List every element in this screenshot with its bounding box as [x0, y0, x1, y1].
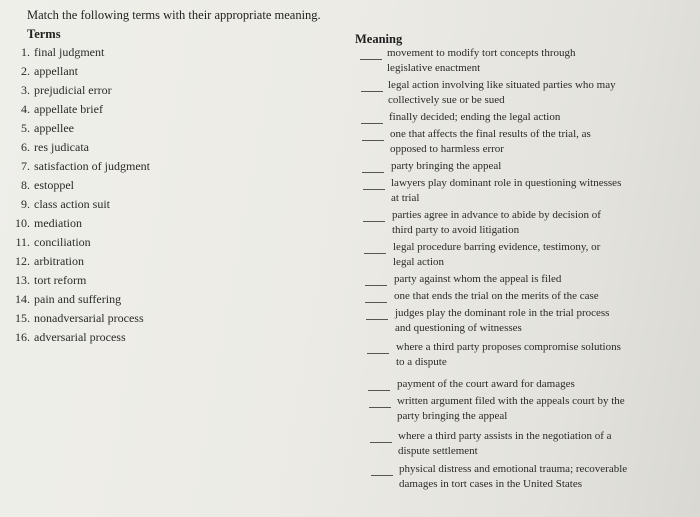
term-text: mediation [34, 216, 82, 230]
term-item [8, 216, 82, 231]
meaning-line: legislative enactment [387, 62, 481, 74]
answer-blank[interactable] [361, 91, 383, 92]
meaning-line: dispute settlement [398, 445, 478, 457]
meaning-item [394, 289, 599, 304]
answer-blank[interactable] [362, 172, 384, 173]
meaning-item [389, 110, 560, 125]
meaning-item [388, 78, 616, 108]
meaning-line: physical distress and emotional trauma; recoverable [399, 463, 628, 475]
term-number: 15. [15, 311, 30, 325]
meaning-line: one that affects the final results of the trial, as [390, 128, 591, 140]
meaning-item [398, 429, 612, 459]
term-item [8, 311, 144, 326]
meaning-item [390, 127, 591, 157]
term-text: estoppel [34, 178, 74, 192]
term-number: 8. [21, 178, 30, 192]
meaning-item [392, 208, 601, 238]
term-item [8, 45, 104, 60]
meaning-line: opposed to harmless error [390, 143, 504, 155]
term-number: 5. [21, 121, 30, 135]
term-number: 3. [21, 83, 30, 97]
term-number: 12. [15, 254, 30, 268]
term-item [8, 140, 89, 155]
meaning-item [397, 394, 625, 424]
term-item [8, 292, 121, 307]
term-text: tort reform [34, 273, 87, 287]
term-number: 1. [21, 45, 30, 59]
answer-blank[interactable] [364, 253, 386, 254]
term-item [8, 235, 91, 250]
meaning-item [394, 272, 561, 287]
answer-blank[interactable] [365, 285, 387, 286]
term-number: 10. [15, 216, 30, 230]
terms-column-header: Terms [27, 27, 61, 41]
instruction-text: Match the following terms with their appropriate meaning. [27, 8, 321, 22]
term-item [8, 159, 150, 174]
meaning-line: where a third party proposes compromise solutions [396, 341, 621, 353]
meaning-line: where a third party assists in the negotiation of a [398, 430, 612, 442]
meaning-line: at trial [391, 192, 420, 204]
term-text: appellate brief [34, 102, 103, 116]
meaning-item [395, 306, 609, 336]
term-number: 7. [21, 159, 30, 173]
term-text: pain and suffering [34, 292, 122, 306]
answer-blank[interactable] [363, 189, 385, 190]
answer-blank[interactable] [371, 475, 393, 476]
term-item [8, 254, 84, 269]
meaning-column-header: Meaning [355, 32, 403, 46]
term-item [8, 178, 74, 193]
answer-blank[interactable] [366, 319, 388, 320]
meaning-item [399, 462, 627, 492]
term-text: class action suit [34, 197, 110, 211]
term-text: final judgment [34, 45, 105, 59]
term-text: conciliation [34, 235, 91, 249]
term-text: res judicata [34, 140, 89, 154]
meaning-line: legal action involving like situated parties who may [388, 79, 616, 91]
term-number: 13. [15, 273, 30, 287]
term-item [8, 83, 112, 98]
meaning-line: one that ends the trial on the merits of the case [394, 290, 599, 302]
meaning-line: legal action [393, 256, 445, 268]
meaning-line: and questioning of witnesses [395, 322, 522, 334]
meaning-item [397, 377, 575, 392]
meaning-line: legal procedure barring evidence, testimony, or [393, 241, 601, 253]
answer-blank[interactable] [369, 407, 391, 408]
term-text: satisfaction of judgment [34, 159, 150, 173]
meaning-line: written argument filed with the appeals court by the [397, 395, 625, 407]
meaning-item [393, 240, 600, 270]
meaning-line: party against whom the appeal is filed [394, 273, 562, 285]
answer-blank[interactable] [360, 59, 382, 60]
answer-blank[interactable] [365, 302, 387, 303]
meaning-line: judges play the dominant role in the trial process [395, 307, 610, 319]
term-item [8, 102, 103, 117]
meaning-item [396, 340, 621, 370]
meaning-item [387, 46, 576, 76]
term-number: 16. [15, 330, 30, 344]
term-number: 14. [15, 292, 30, 306]
term-number: 2. [21, 64, 30, 78]
meaning-line: third party to avoid litigation [392, 224, 520, 236]
meaning-line: damages in tort cases in the United States [399, 478, 582, 490]
term-number: 11. [15, 235, 30, 249]
answer-blank[interactable] [361, 123, 383, 124]
term-text: appellant [34, 64, 78, 78]
term-text: prejudicial error [34, 83, 112, 97]
term-item [8, 64, 78, 79]
meaning-line: payment of the court award for damages [397, 378, 575, 390]
answer-blank[interactable] [367, 353, 389, 354]
term-item [8, 197, 110, 212]
term-item [8, 273, 86, 288]
meaning-line: parties agree in advance to abide by decision of [392, 209, 601, 221]
meaning-item [391, 176, 621, 206]
term-number: 4. [21, 102, 30, 116]
meaning-line: finally decided; ending the legal action [389, 111, 561, 123]
term-text: arbitration [34, 254, 84, 268]
term-number: 6. [21, 140, 30, 154]
answer-blank[interactable] [362, 140, 384, 141]
answer-blank[interactable] [368, 390, 390, 391]
meaning-line: movement to modify tort concepts through [387, 47, 576, 59]
meaning-line: to a dispute [396, 356, 447, 368]
meaning-line: party bringing the appeal [397, 410, 508, 422]
meaning-line: party bringing the appeal [391, 160, 502, 172]
answer-blank[interactable] [370, 442, 392, 443]
answer-blank[interactable] [363, 221, 385, 222]
meaning-item [391, 159, 501, 174]
term-text: adversarial process [34, 330, 126, 344]
meaning-line: collectively sue or be sued [388, 94, 505, 106]
term-number: 9. [21, 197, 30, 211]
meaning-line: lawyers play dominant role in questioning witnesses [391, 177, 622, 189]
term-item [8, 330, 126, 345]
term-text: appellee [34, 121, 74, 135]
term-item [8, 121, 74, 136]
term-text: nonadversarial process [34, 311, 144, 325]
